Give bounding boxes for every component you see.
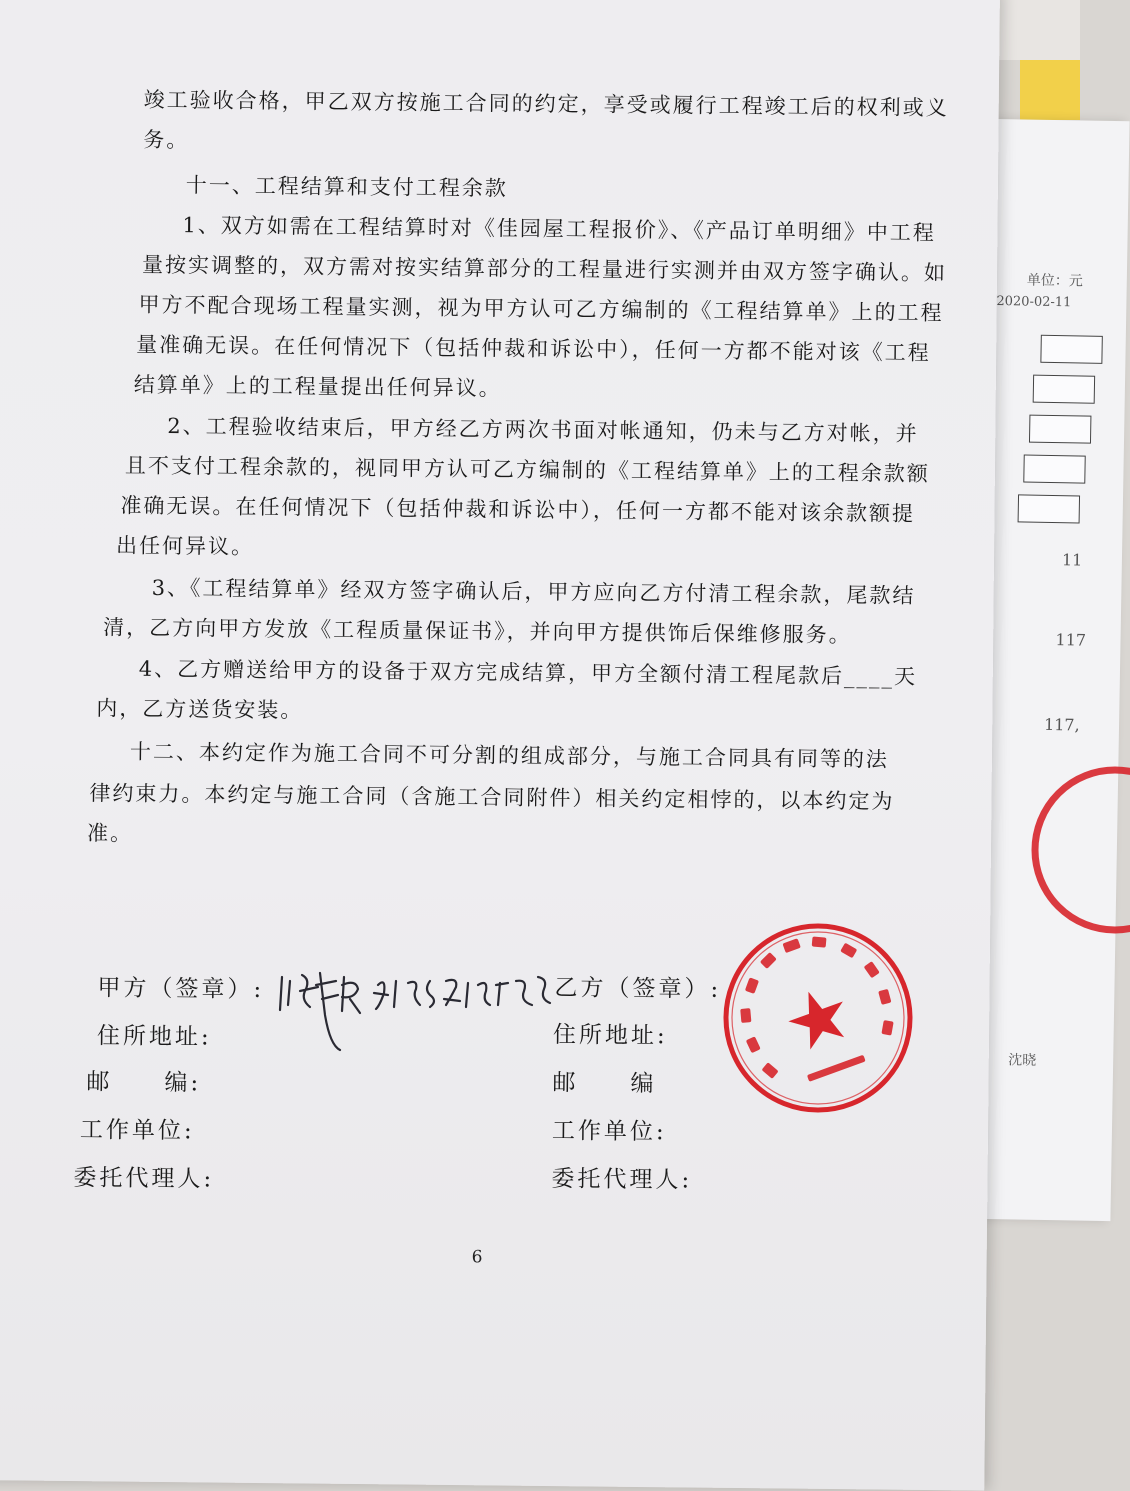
background-unit-label: 单位：元 bbox=[1026, 272, 1083, 290]
party-a-postcode-label: 邮 编: bbox=[86, 1069, 202, 1097]
handwritten-signature bbox=[270, 955, 560, 1055]
text-line: 甲方不配合现场工程量实测，视为甲方认可乙方编制的《工程结算单》上的工程 bbox=[138, 292, 944, 326]
text-line: 1、双方如需在工程结算时对《佳园屋工程报价》、《产品订单明细》中工程 bbox=[182, 213, 936, 246]
background-yellow-note bbox=[1020, 60, 1080, 120]
text-line: 清，乙方向甲方发放《工程质量保证书》，并向甲方提供饰后保维修服务。 bbox=[103, 615, 852, 648]
text-line: 结算单》上的工程量提出任何异议。 bbox=[133, 372, 502, 401]
section-heading: 十二、本约定作为施工合同不可分割的组成部分，与施工合同具有同等的法 bbox=[129, 739, 890, 772]
party-b-postcode-label: 邮 编 bbox=[552, 1070, 657, 1098]
text-line: 准。 bbox=[86, 821, 134, 846]
page-number: 6 bbox=[471, 1247, 483, 1268]
party-a-work-unit-label: 工作单位: bbox=[79, 1117, 195, 1145]
party-b-work-unit-label: 工作单位: bbox=[551, 1118, 667, 1146]
text-line: 量准确无误。在任何情况下（包括仲裁和诉讼中），任何一方都不能对该《工程 bbox=[136, 332, 931, 365]
text-line: 竣工验收合格，甲乙双方按施工合同的约定，享受或履行工程竣工后的权利或义 bbox=[143, 87, 949, 121]
text-line: 内，乙方送货安装。 bbox=[96, 696, 304, 723]
text-line: 律约束力。本约定与施工合同（含施工合同附件）相关约定相悖的，以本约定为 bbox=[89, 781, 895, 814]
party-b-agent-label: 委托代理人: bbox=[551, 1166, 693, 1194]
text-line: 准确无误。在任何情况下（包括仲裁和诉讼中），任何一方都不能对该余款额提 bbox=[120, 493, 916, 526]
section-heading: 十一、工程结算和支付工程余款 bbox=[185, 173, 508, 201]
background-date: 2020-02-11 bbox=[996, 294, 1072, 311]
background-table-cell bbox=[1029, 415, 1091, 444]
background-amount: 117, bbox=[1043, 714, 1080, 735]
background-stamp bbox=[1020, 760, 1100, 940]
party-b-sign-label: 乙方（签章）: bbox=[554, 975, 722, 1003]
background-table-cell bbox=[1033, 375, 1095, 404]
party-a-agent-label: 委托代理人: bbox=[73, 1165, 215, 1193]
background-amount: 117 bbox=[1055, 630, 1087, 650]
party-a-sign-label: 甲方（签章）: bbox=[97, 975, 265, 1004]
text-line: 4、乙方赠送给甲方的设备于双方完成结算，甲方全额付清工程尾款后____天 bbox=[138, 656, 918, 689]
text-line: 量按实调整的，双方需对按实结算部分的工程量进行实测并由双方签字确认。如 bbox=[141, 252, 948, 286]
background-amount: 11 bbox=[1061, 550, 1083, 570]
background-table-cell bbox=[1040, 335, 1102, 364]
background-table-cell bbox=[1018, 494, 1080, 523]
text-line: 3、《工程结算单》经双方签字确认后，甲方应向乙方付清工程余款，尾款结 bbox=[151, 575, 916, 608]
background-table-cell bbox=[1023, 455, 1085, 484]
company-seal bbox=[718, 918, 918, 1118]
text-line: 2、工程验收结束后，甲方经乙方两次书面对帐通知，仍未与乙方对帐，并 bbox=[167, 413, 919, 446]
text-line: 且不支付工程余款的，视同甲方认可乙方编制的《工程结算单》上的工程余款额 bbox=[124, 453, 931, 486]
text-line: 出任何异议。 bbox=[115, 533, 255, 559]
background-name: 沈晓 bbox=[1008, 1052, 1037, 1069]
background-packaging bbox=[990, 0, 1080, 60]
text-line: 务。 bbox=[143, 127, 190, 153]
party-a-address-label: 住所地址: bbox=[96, 1023, 212, 1051]
party-b-address-label: 住所地址: bbox=[552, 1022, 668, 1050]
